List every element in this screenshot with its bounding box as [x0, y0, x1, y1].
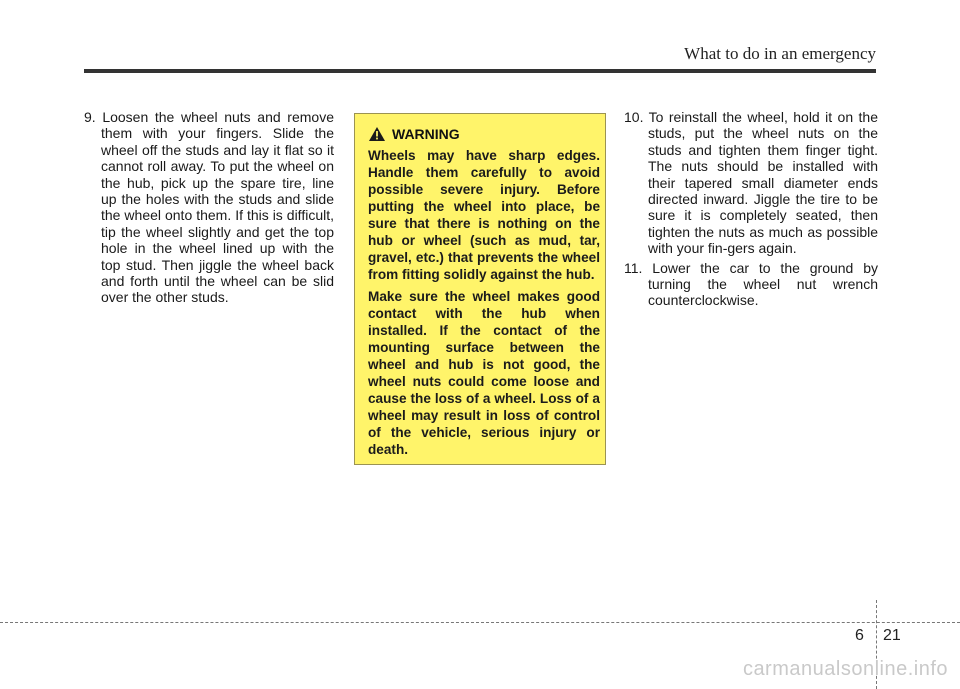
step-9: 9. Loosen the wheel nuts and remove them with your fingers. Slide the wheel off the studs and lay it flat so it cannot roll away. To put the wheel on the hub, pick up the spare tire, line up the holes with the studs and slide the wheel onto them. If this is difficult, tip the wheel slightly and get the top hole in the wheel lined up with the top stud. Then jiggle the wheel back and forth until the wheel can be slid over the other studs.: [84, 109, 334, 306]
warning-box: [354, 113, 606, 465]
right-column: [624, 109, 878, 312]
page-number: 21: [883, 627, 901, 644]
header-rule: [84, 69, 876, 73]
warning-header: [368, 126, 600, 142]
footer-rule: [0, 622, 960, 623]
watermark: carmanualsonline.info: [742, 658, 948, 680]
step-11: 11. Lower the car to the ground by turning the wheel nut wrench counterclockwise.: [624, 259, 878, 309]
step-10: 10. To reinstall the wheel, hold it on the studs, put the wheel nuts on the studs and tighten them finger tight. The nuts should be installed with their tapered small diameter ends directed inward. Jiggle the tire to be sure it is completely seated, then tighten the nuts as much as possible with your fin-gers again.: [624, 109, 878, 257]
chapter-number: 6: [855, 627, 864, 644]
warning-title: WARNING: [392, 126, 460, 142]
section-title: What to do in an emergency: [684, 44, 876, 63]
warning-triangle-icon: [368, 126, 386, 142]
left-column: [84, 109, 334, 309]
warning-paragraph-1: Wheels may have sharp edges. Handle them carefully to avoid possible severe injury. Before putting the wheel into place, be sure that there is nothing on the hub or wheel (such as mud, tar, gravel, etc.) that prevents the wheel from fitting solidly against the hub.: [368, 148, 600, 282]
warning-paragraph-2: Make sure the wheel makes good contact with the hub when installed. If the contact of the mounting surface between the wheel and hub is not good, the wheel nuts could come loose and cause the loss of a wheel. Loss of a wheel may result in loss of control of the vehicle, serious injury or death.: [368, 289, 600, 457]
